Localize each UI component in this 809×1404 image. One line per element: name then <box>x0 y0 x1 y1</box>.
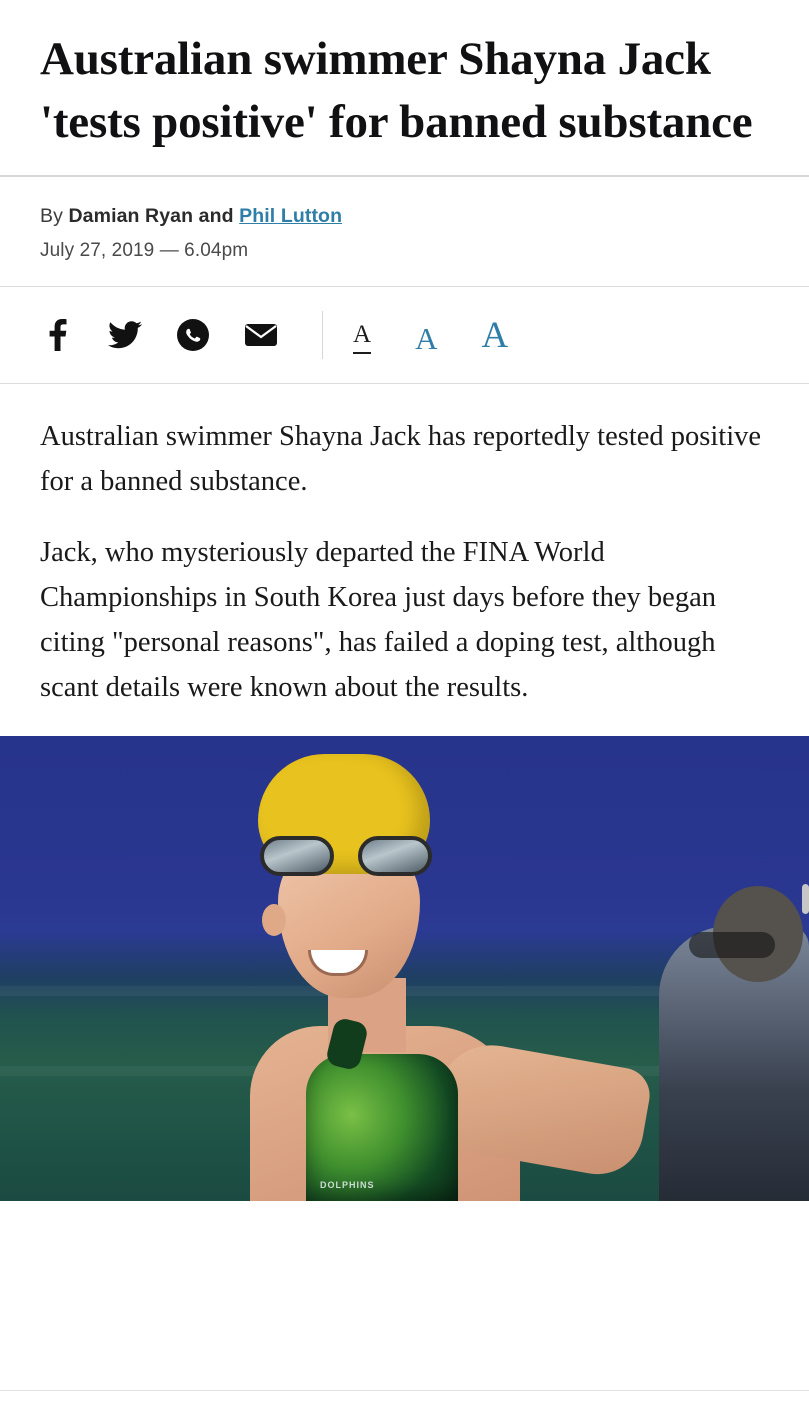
swimsuit <box>306 1054 458 1201</box>
share-toolbar <box>0 287 809 383</box>
article-body <box>0 384 809 736</box>
scrollbar-thumb[interactable] <box>802 884 809 914</box>
email-icon[interactable] <box>244 318 278 352</box>
goggle-lens-left <box>260 836 334 876</box>
swim-goggles <box>260 836 432 878</box>
byline-container <box>0 177 809 286</box>
swimsuit-logo: DOLPHINS <box>320 1180 375 1191</box>
font-size-medium[interactable]: A <box>415 320 438 356</box>
byline-author: Damian Ryan and <box>68 205 234 227</box>
article-paragraph: Australian swimmer Shayna Jack has reportedly tested positive for a banned substance. <box>40 421 762 498</box>
page-title: Australian swimmer Shayna Jack 'tests positive' for banned substance <box>40 33 753 148</box>
font-size-group <box>353 314 509 356</box>
facebook-icon[interactable] <box>40 318 74 352</box>
byline <box>40 203 769 230</box>
share-icon-group <box>40 318 278 352</box>
headline-container <box>0 0 809 175</box>
goggle-lens-right <box>358 836 432 876</box>
font-size-small[interactable]: A <box>353 322 371 354</box>
background-person-glasses <box>689 932 775 958</box>
page-footer-rule <box>0 1390 809 1404</box>
whatsapp-icon[interactable] <box>176 318 210 352</box>
article-paragraph: Jack, who mysteriously departed the FINA World Championships in South Korea just days before they began citing "personal reasons", has failed a doping test, although scant details were known about the results. <box>40 537 716 704</box>
twitter-icon[interactable] <box>108 318 142 352</box>
swimmer-figure <box>200 754 670 1201</box>
byline-author-link[interactable]: Phil Lutton <box>239 205 343 227</box>
font-size-large[interactable]: A <box>481 314 509 356</box>
byline-prefix: By <box>40 205 63 227</box>
article-timestamp: July 27, 2019 — 6.04pm <box>40 240 249 262</box>
toolbar-divider <box>322 311 323 359</box>
article-photo <box>0 736 809 1201</box>
